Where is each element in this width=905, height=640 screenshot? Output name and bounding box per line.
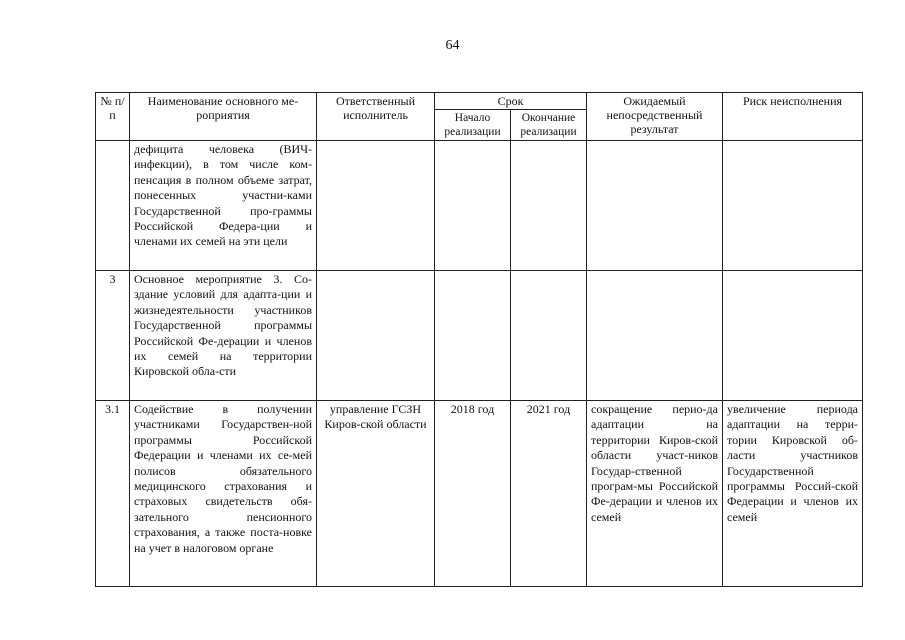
row-executor — [317, 271, 435, 401]
row-start: 2018 год — [435, 401, 511, 587]
header-name: Наименование основного ме-роприятия — [130, 93, 317, 141]
row-name: дефицита человека (ВИЧ-инфекции), в том числе ком-пенсация в полном объеме затрат, понесенных участни-ками Государственной про-граммы Российской Федера-ции и членами их семей на эти цели — [130, 141, 317, 271]
header-start: Начало реализации — [435, 110, 511, 141]
row-num: 3.1 — [96, 401, 130, 587]
row-end: 2021 год — [511, 401, 587, 587]
measures-table — [95, 92, 863, 587]
row-name: Содействие в получении участниками Государствен-ной программы Российской Федерации и членами их се-мей полисов обязательного медицинского страхования и страховых свидетельств обя-зательного пенсионного страхования, а также поста-новке на учет в налоговом органе — [130, 401, 317, 587]
row-risk — [723, 271, 863, 401]
header-executor: Ответственный исполнитель — [317, 93, 435, 141]
header-result: Ожидаемый непосредственный результат — [587, 93, 723, 141]
row-result — [587, 271, 723, 401]
table-row — [96, 141, 863, 271]
row-num — [96, 141, 130, 271]
table-row — [96, 271, 863, 401]
row-start — [435, 271, 511, 401]
table-row — [96, 401, 863, 587]
row-risk: увеличение периода адаптации на терри-тории Кировской об-ласти участников Государственной программы Россий-ской Федерации и членов их семей — [723, 401, 863, 587]
header-num: № п/п — [96, 93, 130, 141]
row-end — [511, 141, 587, 271]
row-start — [435, 141, 511, 271]
row-num: 3 — [96, 271, 130, 401]
row-result — [587, 141, 723, 271]
header-risk: Риск неисполнения — [723, 93, 863, 141]
row-name: Основное мероприятие 3. Со-здание условий для адапта-ции и жизнедеятельности участников Государственной программы Российской Фе-дерации и членов их семей на территории Кировской обла-сти — [130, 271, 317, 401]
row-executor — [317, 141, 435, 271]
row-risk — [723, 141, 863, 271]
row-result: сокращение перио-да адаптации на территории Киров-ской области участ-ников Государ-ственной програм-мы Российской Фе-дерации и членов их семей — [587, 401, 723, 587]
header-term: Срок — [435, 93, 587, 110]
header-end: Окончание реализации — [511, 110, 587, 141]
page-number: 64 — [445, 38, 460, 53]
row-executor: управление ГСЗН Киров-ской области — [317, 401, 435, 587]
row-end — [511, 271, 587, 401]
